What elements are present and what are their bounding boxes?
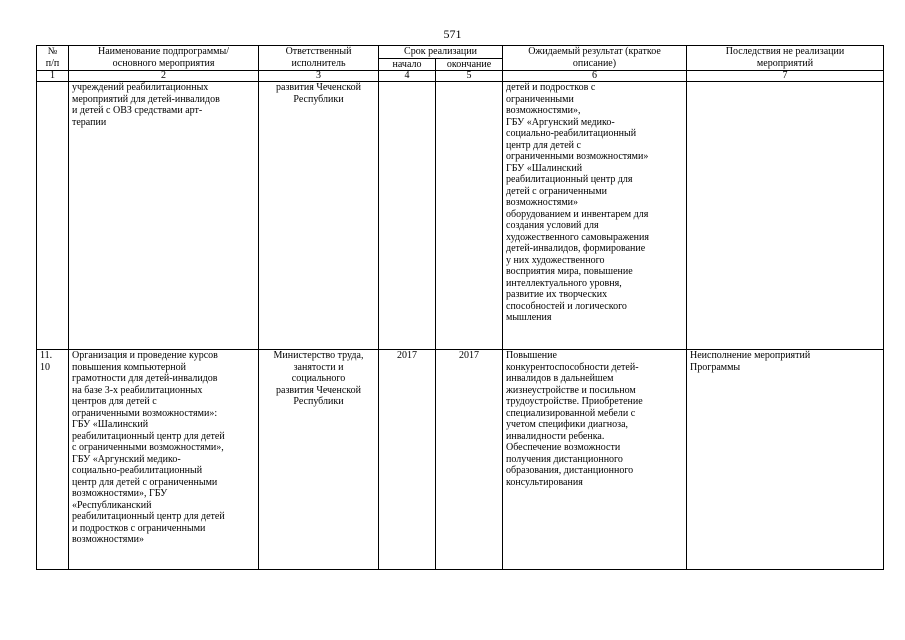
row-end: 2017 xyxy=(436,350,503,570)
row-result: детей и подростков с ограниченными возможностями», ГБУ «Аргунский медико- социально-реабилитационный центр для детей с ограниченными возможностями» ГБУ «Шалинский реабилитационный центр для детей с ограниченными возможностями» оборудованием и инвентарем для создания условий для художественного самовыражения детей-инвалидов, формирование у них художественного восприятия мира, повышение интеллектуального уровня, развитие их творческих способностей и логического мышления xyxy=(503,82,687,350)
header-executor: Ответственный исполнитель xyxy=(259,46,379,71)
column-number: 5 xyxy=(436,71,503,82)
row-consequence xyxy=(687,82,884,350)
row-executor: Министерство труда, занятости и социального развития Чеченской Республики xyxy=(259,350,379,570)
header-num: № п/п xyxy=(37,46,69,71)
column-number: 3 xyxy=(259,71,379,82)
row-consequence: Неисполнение мероприятий Программы xyxy=(687,350,884,570)
column-number: 1 xyxy=(37,71,69,82)
row-num: 11. 10 xyxy=(37,350,69,570)
row-name: учреждений реабилитационных мероприятий для детей-инвалидов и детей с ОВЗ средствами арт- терапии xyxy=(69,82,259,350)
table-row xyxy=(37,82,884,350)
row-end xyxy=(436,82,503,350)
header-result: Ожидаемый результат (краткое описание) xyxy=(503,46,687,71)
row-name: Организация и проведение курсов повышения компьютерной грамотности для детей-инвалидов на базе 3-х реабилитационных центров для детей с ограниченными возможностями»: ГБУ «Шалинский реабилитационный центр для детей с ограниченными возможностями», ГБУ «Аргунский медико- социально-реабилитационный центр для детей с ограниченными возможностями», ГБУ «Республиканский реабилитационный центр для детей и подростков с ограниченными возможностями» xyxy=(69,350,259,570)
row-result: Повышение конкурентоспособности детей- инвалидов в дальнейшем жизнеустройстве и посильном трудоустройстве. Приобретение специализированной мебели с учетом специфики диагноза, инвалидности ребенка. Обеспечение возможности получения дистанционного образования, дистанционного консультирования xyxy=(503,350,687,570)
row-start xyxy=(379,82,436,350)
column-number-row xyxy=(37,71,884,82)
header-consequence: Последствия не реализации мероприятий xyxy=(687,46,884,71)
column-number: 7 xyxy=(687,71,884,82)
row-num xyxy=(37,82,69,350)
page-number: 571 xyxy=(443,27,462,41)
column-number: 2 xyxy=(69,71,259,82)
column-number: 6 xyxy=(503,71,687,82)
table-row xyxy=(37,350,884,570)
header-name: Наименование подпрограммы/ основного мероприятия xyxy=(69,46,259,71)
header-row-1 xyxy=(37,46,884,59)
header-end: окончание xyxy=(436,58,503,71)
header-term: Срок реализации xyxy=(379,46,503,59)
program-table xyxy=(36,45,884,570)
column-number: 4 xyxy=(379,71,436,82)
row-executor: развития Чеченской Республики xyxy=(259,82,379,350)
header-start: начало xyxy=(379,58,436,71)
row-start: 2017 xyxy=(379,350,436,570)
